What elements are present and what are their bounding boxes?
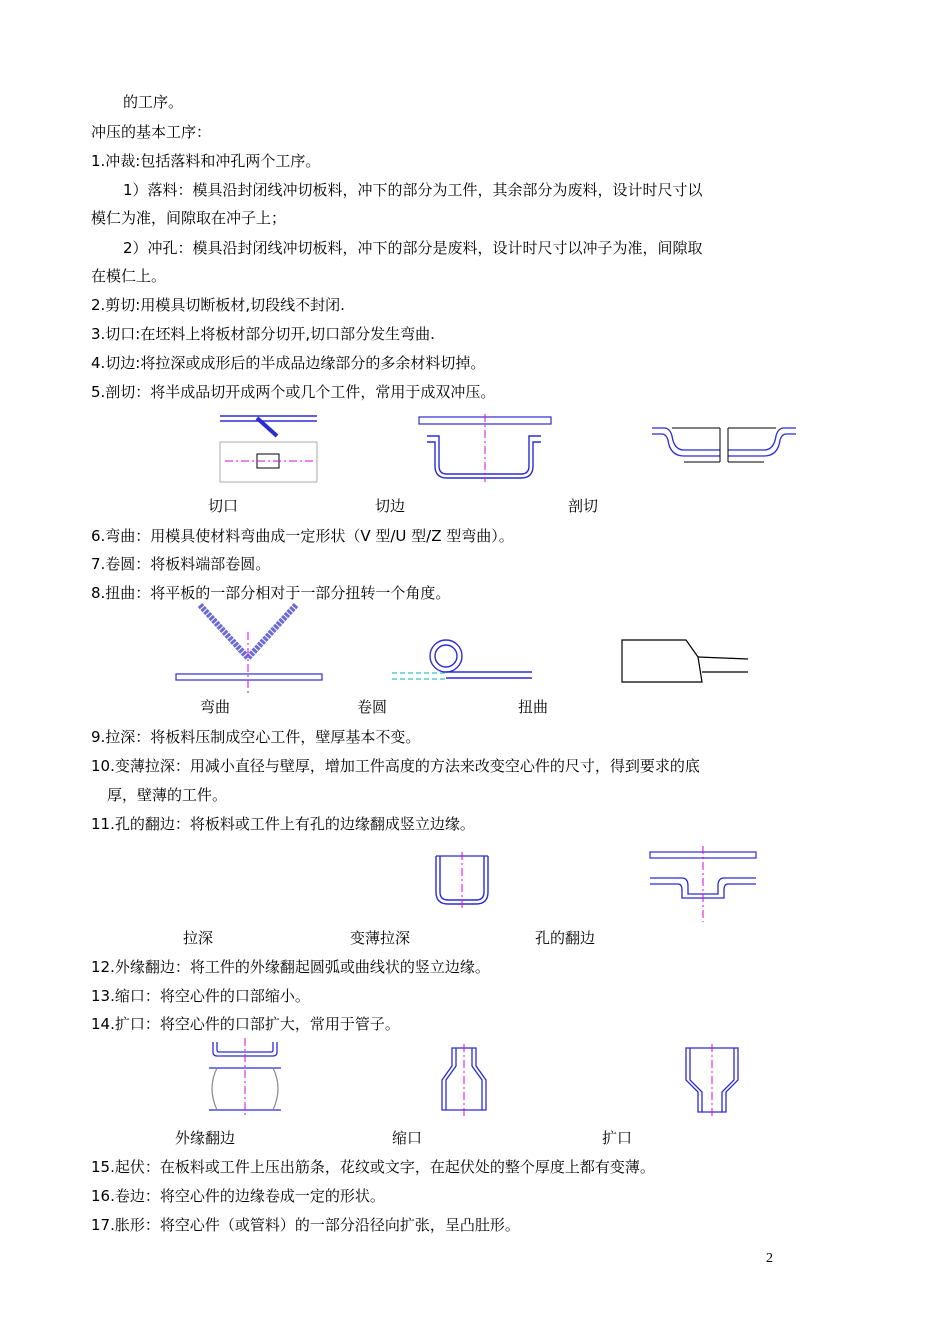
text-line: 9.拉深：将板料压制成空心工件，壁厚基本不变。 — [91, 728, 421, 746]
text-line: 的工序。 — [123, 93, 184, 111]
caption-outer-flanging: 外缘翻边 — [175, 1129, 236, 1147]
text-line: 6.弯曲：用模具使材料弯曲成一定形状（V 型/U 型/Z 型弯曲）。 — [91, 527, 514, 545]
text-line: 13.缩口：将空心件的口部缩小。 — [91, 987, 310, 1005]
curling-figure — [388, 636, 536, 686]
text-line: 15.起伏：在板料或工件上压出筋条，花纹或文字，在起伏处的整个厚度上都有变薄。 — [91, 1158, 655, 1176]
text-line: 14.扩口：将空心件的口部扩大，常用于管子。 — [91, 1015, 400, 1033]
text-line: 4.切边:将拉深或成形后的半成品边缘部分的多余材料切掉。 — [91, 354, 486, 372]
text-line: 10.变薄拉深：用减小直径与壁厚，增加工件高度的方法来改变空心件的尺寸，得到要求的底 — [91, 757, 700, 775]
text-line: 11.孔的翻边：将板料或工件上有孔的边缘翻成竖立边缘。 — [91, 815, 475, 833]
text-line: 模仁为准，间隙取在冲子上； — [91, 209, 287, 227]
ironing-figure — [430, 850, 496, 912]
text-line: 1）落料：模具沿封闭线冲切板料，冲下的部分为工件，其余部分为废料，设计时尺寸以 — [123, 181, 703, 199]
caption-twisting: 扭曲 — [518, 698, 549, 716]
caption-expanding: 扩口 — [602, 1129, 633, 1147]
text-line: 1.冲裁:包括落料和冲孔两个工序。 — [91, 152, 321, 170]
slitting-figure — [648, 424, 800, 466]
caption-necking: 缩口 — [392, 1129, 423, 1147]
text-line: 5.剖切：将半成品切开成两个或几个工件，常用于成双冲压。 — [91, 383, 496, 401]
caption-ironing: 变薄拉深 — [350, 929, 411, 947]
outer-flanging-figure — [205, 1038, 285, 1118]
caption-cut-notch: 切口 — [208, 497, 239, 515]
text-line: 7.卷圆：将板料端部卷圆。 — [91, 555, 271, 573]
text-line: 17.胀形：将空心件（或管料）的一部分沿径向扩张，呈凸肚形。 — [91, 1216, 520, 1234]
caption-bending: 弯曲 — [200, 698, 231, 716]
twisting-figure — [618, 637, 752, 687]
cut-notch-figure — [205, 412, 335, 492]
text-line: 2）冲孔：模具沿封闭线冲切板料，冲下的部分是废料，设计时尺寸以冲子为准，间隙取 — [123, 239, 703, 257]
caption-slitting: 剖切 — [568, 497, 599, 515]
necking-figure — [436, 1044, 492, 1116]
text-line: 8.扭曲：将平板的一部分相对于一部分扭转一个角度。 — [91, 584, 451, 602]
caption-curling: 卷圆 — [357, 698, 388, 716]
text-line: 在模仁上。 — [91, 267, 167, 285]
bending-figure — [172, 602, 327, 696]
text-line: 12.外缘翻边：将工件的外缘翻起圆弧或曲线状的竖立边缘。 — [91, 958, 490, 976]
text-line: 厚，壁薄的工件。 — [107, 786, 228, 804]
hole-flanging-figure — [646, 846, 761, 924]
caption-deep-drawing: 拉深 — [183, 929, 214, 947]
text-line: 3.切口:在坯料上将板材部分切开,切口部分发生弯曲. — [91, 325, 435, 343]
text-line: 16.卷边：将空心件的边缘卷成一定的形状。 — [91, 1187, 385, 1205]
caption-trim-edge: 切边 — [375, 497, 406, 515]
caption-hole-flanging: 孔的翻边 — [535, 929, 596, 947]
expanding-figure — [682, 1044, 742, 1116]
page-number: 2 — [766, 1251, 773, 1266]
trim-edge-figure — [415, 414, 555, 482]
section-heading: 冲压的基本工序： — [91, 123, 212, 141]
text-line: 2.剪切:用模具切断板材,切段线不封闭. — [91, 296, 345, 314]
